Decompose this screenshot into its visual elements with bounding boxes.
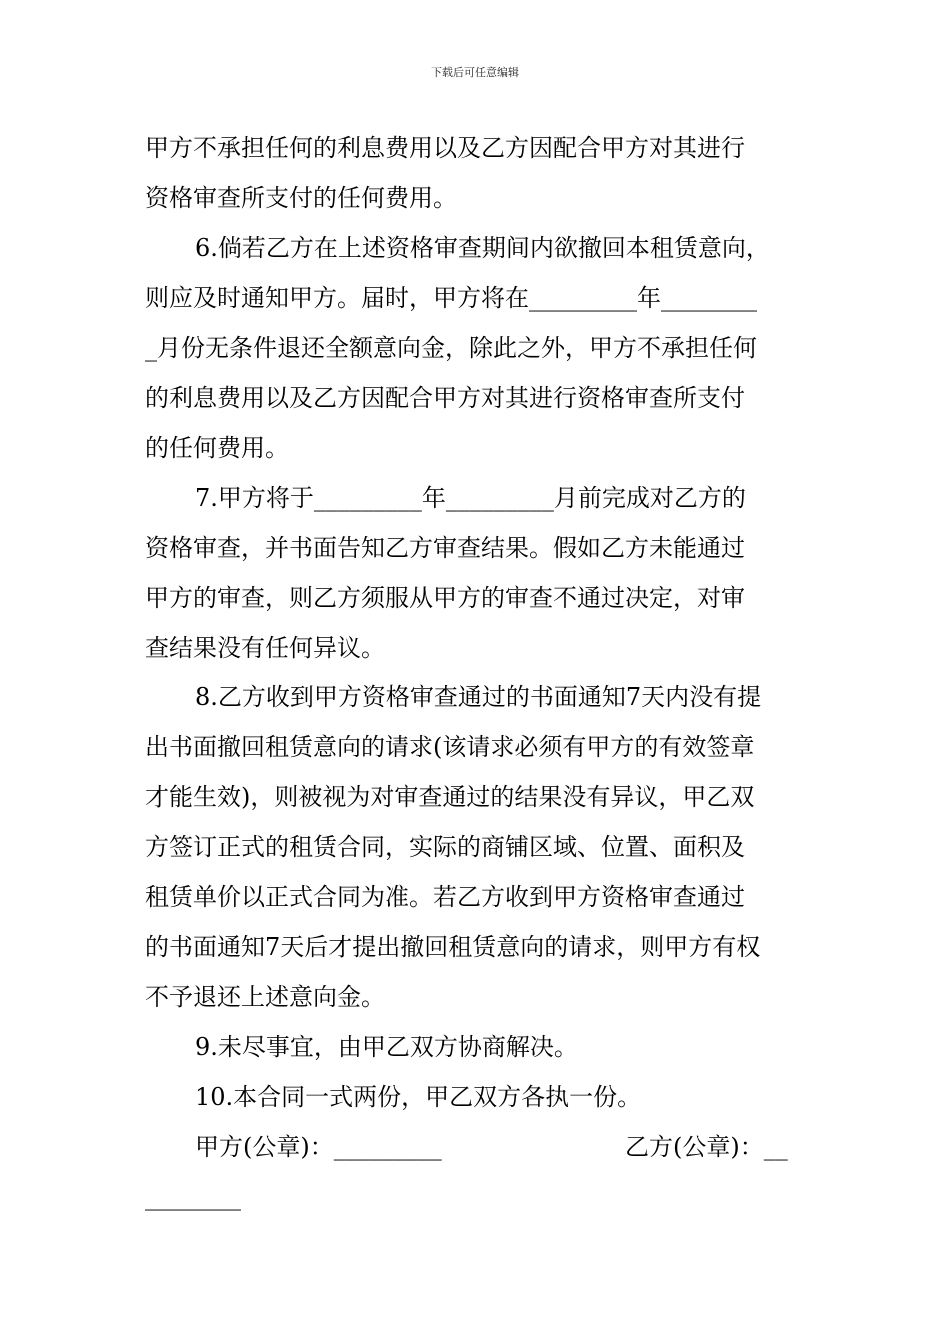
party-a-signature: 甲方(公章)：_________ (195, 1133, 442, 1161)
clause-6-line: 6.倘若乙方在上述资格审查期间内欲撤回本租赁意向， (195, 234, 770, 262)
text-line: 才能生效)，则被视为对审查通过的结果没有异议，甲乙双 (145, 783, 755, 811)
text-line: 甲方不承担任何的利息费用以及乙方因配合甲方对其进行 (145, 134, 745, 162)
text-line: 的利息费用以及乙方因配合甲方对其进行资格审查所支付 (145, 384, 745, 412)
clause-9-line: 9.未尽事宜，由甲乙双方协商解决。 (195, 1033, 578, 1061)
clause-8-line: 8.乙方收到甲方资格审查通过的书面通知7天内没有提 (195, 683, 762, 711)
clause-10-line: 10.本合同一式两份，甲乙双方各执一份。 (195, 1083, 642, 1111)
text-line: 出书面撤回租赁意向的请求(该请求必须有甲方的有效签章 (145, 733, 755, 761)
clause-7-line: 7.甲方将于_________年_________月前完成对乙方的 (195, 484, 746, 512)
party-b-signature-continued: ________ (145, 1183, 241, 1211)
text-line: 资格审查所支付的任何费用。 (145, 184, 457, 212)
text-line: _月份无条件退还全额意向金，除此之外，甲方不承担任何 (145, 334, 757, 362)
text-line: 的任何费用。 (145, 434, 289, 462)
text-line: 的书面通知7天后才提出撤回租赁意向的请求，则甲方有权 (145, 933, 761, 961)
text-line: 不予退还上述意向金。 (145, 983, 385, 1011)
text-line: 查结果没有任何异议。 (145, 634, 385, 662)
party-b-signature: 乙方(公章)：__ (625, 1133, 788, 1161)
text-line: 甲方的审查，则乙方须服从甲方的审查不通过决定，对审 (145, 584, 745, 612)
text-line: 则应及时通知甲方。届时，甲方将在_________年________ (145, 284, 757, 312)
text-line: 方签订正式的租赁合同，实际的商铺区域、位置、面积及 (145, 833, 745, 861)
text-line: 租赁单价以正式合同为准。若乙方收到甲方资格审查通过 (145, 883, 745, 911)
text-line: 资格审查，并书面告知乙方审查结果。假如乙方未能通过 (145, 534, 745, 562)
page-header-note: 下载后可任意编辑 (431, 66, 519, 79)
